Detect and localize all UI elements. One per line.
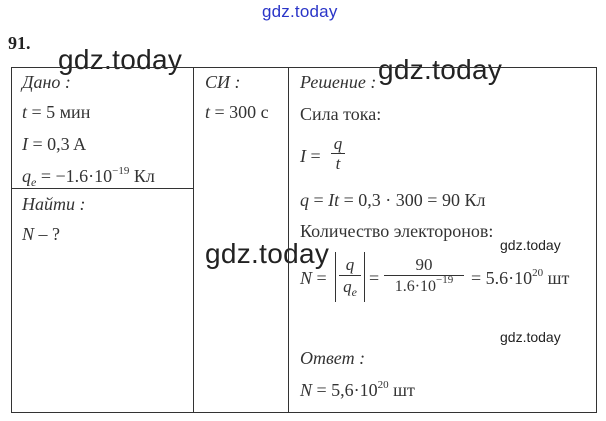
problem-number: 91. (8, 33, 31, 53)
formula-charge: q = It = 0,3 · 300 = 90 Кл (300, 190, 486, 210)
find-n: N – ? (22, 224, 61, 244)
formula-electrons-abs-fraction: q $q_e$ (339, 254, 361, 297)
formula-electrons-lhs: N = (300, 268, 327, 288)
formula-electrons-result: = $5.6\cdot 10^{20}$ шт (471, 267, 570, 288)
watermark: gdz.today (500, 237, 561, 253)
row-divider (12, 188, 193, 189)
solution-line-current: Сила тока: (300, 104, 382, 124)
find-title: Найти : (22, 194, 86, 214)
column-divider (288, 68, 289, 412)
watermark-top: gdz.today (262, 2, 338, 21)
si-title: СИ : (205, 72, 241, 92)
given-charge: $q_e = -1.6\cdot 10^{-19}$ Кл (22, 165, 155, 189)
watermark: gdz.today (205, 238, 330, 269)
watermark: gdz.today (378, 54, 503, 85)
solution-title: Решение : (300, 72, 377, 92)
given-current: I = 0,3 A (22, 134, 87, 154)
solution-table (11, 67, 597, 413)
si-time: t = 300 с (205, 102, 269, 122)
answer-title: Ответ : (300, 348, 366, 368)
formula-electrons-eq: = (369, 268, 380, 288)
given-time: t = 5 мин (22, 102, 91, 122)
watermark: gdz.today (500, 329, 561, 345)
given-title: Дано : (22, 72, 71, 92)
watermark: gdz.today (58, 44, 183, 75)
formula-electrons-fraction: 90 $1.6\cdot 10^{-19}$ (384, 254, 464, 298)
formula-current-fraction: q t (331, 134, 345, 173)
solution-line-electrons: Количество электоронов: (300, 221, 494, 241)
formula-current-lhs: I = (300, 146, 321, 166)
answer-value: $N = 5,6\cdot 10^{20}$ шт (300, 379, 415, 400)
absolute-value-bars (335, 252, 365, 302)
column-divider (193, 68, 194, 412)
